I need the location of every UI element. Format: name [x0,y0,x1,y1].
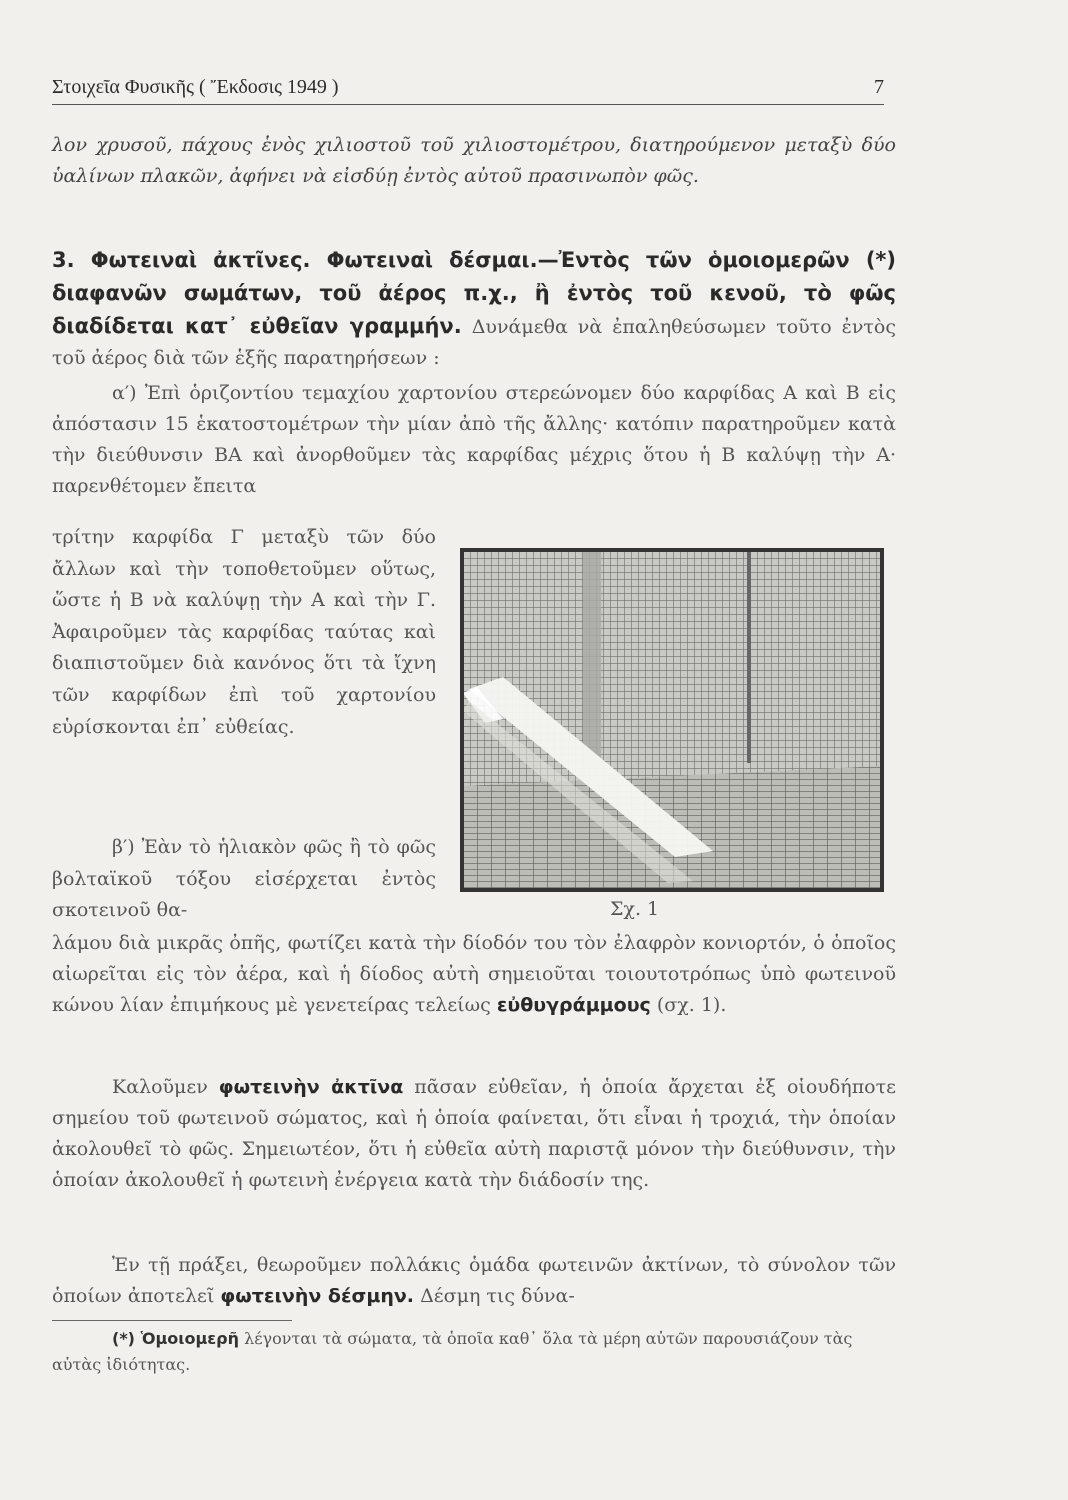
term-rectilinear: εὐθυγράμμους [496,994,651,1016]
paragraph-b-text: λάμου διὰ μικρᾶς ὀπῆς, φωτίζει κατὰ τὴν δίοδόν του τὸν ἐλαφρὸν κονιορτόν, ὁ ὁποῖος αἰωρεῖται εἰς τὸν ἀέρα, καὶ ἡ δίοδος αὐτὴ σημειοῦται τοιουτοτρόπως ὑπὸ φωτεινοῦ κώνου λίαν ἐπιμήκους μὲ γενετείρας τελείως [52,932,896,1016]
figure-reference: (σχ. 1). [656,994,727,1016]
book-title: Στοιχεῖα Φυσικῆς ( Ἔκδοσις 1949 ) [52,76,339,98]
light-beam-illustration [463,551,881,889]
paragraph-b: β′) Ἐὰν τὸ ἡλιακὸν φῶς ἢ τὸ φῶς βολταϊκοῦ τόξου εἰσέρχεται ἐντὸς σκοτεινοῦ θα- [52,836,436,922]
practice-lead: Ἐν τῇ πράξει, θεωροῦμεν πολλάκις ὁμάδα φωτεινῶν ἀκτίνων, τὸ σύνολον τῶν ὁποίων ἀποτελεῖ [52,1254,896,1307]
section-3-paragraph [52,244,896,374]
practice-tail: Δέσμη τις δύνα- [420,1285,575,1307]
page-number: 7 [874,76,884,98]
running-header [52,74,884,105]
figure-1 [460,548,884,892]
paragraph-b-continued [52,928,896,1021]
practice-paragraph [52,1250,896,1312]
definition-lead: Καλοῦμεν [112,1076,208,1098]
footnote-term: (*) Ὁμοιομερῆ [112,1329,240,1348]
definition-text: πᾶσαν εὐθεῖαν, ἡ ὁποία ἄρχεται ἐξ οἱουδήποτε σημείου τοῦ φωτεινοῦ σώματος, καὶ ἡ ὁποία φαίνεται, ὅτι εἶναι ἡ τροχιά, τὴν ὁποίαν ἀκολουθεῖ τὸ φῶς. Σημειωτέον, ὅτι ἡ εὐθεῖα αὐτὴ παριστᾷ μόνον τὴν διεύθυνσιν, τὴν ὁποίαν ἀκολουθεῖ ἡ φωτεινὴ ἐνέργεια κατὰ τὴν διάδοσίν της. [52,1076,896,1191]
paragraph-a: α′) Ἐπὶ ὁριζοντίου τεμαχίου χαρτονίου στερεώνομεν δύο καρφίδας Α καὶ Β εἰς ἀπόστασιν 15 ἑκατοστομέτρων τὴν μίαν ἀπὸ τῆς ἄλλης· κατόπιν παρατηροῦμεν κατὰ τὴν διεύθυνσιν ΒΑ καὶ ἀνορθοῦμεν τὰς καρφίδας μέχρις ὅτου ἡ Β καλύψῃ τὴν Α· παρενθέτομεν ἔπειτα [52,382,896,497]
section-heading: 3. Φωτειναὶ ἀκτῖνες. Φωτειναὶ δέσμαι.—Ἐντὸς τῶν ὁμοιομερῶν (*) διαφανῶν σωμάτων, τοῦ ἀέρος π.χ., ἢ ἐντὸς τοῦ κενοῦ, τὸ φῶς διαδίδεται κατ᾽ εὐθεῖαν γραμμήν. [52,248,896,338]
term-light-ray: φωτεινὴν ἀκτῖνα [218,1076,404,1098]
footnote [52,1326,896,1378]
figure-caption: Σχ. 1 [610,898,660,920]
intro-paragraph: λον χρυσοῦ, πάχους ἑνὸς χιλιοστοῦ τοῦ χιλιοστομέτρου, διατηρούμενον μεταξὺ δύο ὑαλίνων πλακῶν, ἀφήνει νὰ εἰσδύῃ ἐντὸς αὐτοῦ πρασινωπὸν φῶς. [52,134,896,187]
term-light-beam: φωτεινὴν δέσμην. [220,1285,415,1307]
footnote-text: λέγονται τὰ σώματα, τὰ ὁποῖα καθ᾽ ὅλα τὰ μέρη αὐτῶν παρουσιάζουν τὰς αὐτὰς ἰδιότητας. [52,1329,853,1374]
section-body: Δυνάμεθα νὰ ἐπαληθεύσωμεν τοῦτο ἐντὸς τοῦ ἀέρος διὰ τῶν ἑξῆς παρατηρήσεων : [52,316,896,369]
paragraph-a-continued: τρίτην καρφίδα Γ μεταξὺ τῶν δύο ἄλλων καὶ τὴν τοποθετοῦμεν οὕτως, ὥστε ἡ Β νὰ καλύψῃ τὴν Α καὶ τὴν Γ. Ἀφαιροῦμεν τὰς καρφίδας ταύτας καὶ διαπιστοῦμεν διὰ κανόνος ὅτι τὰ ἴχνη τῶν καρφίδων ἐπὶ τοῦ χαρτονίου εὑρίσκονται ἐπ᾽ εὐθείας. [52,526,436,738]
definition-paragraph [52,1072,896,1196]
footnote-divider [52,1320,292,1321]
